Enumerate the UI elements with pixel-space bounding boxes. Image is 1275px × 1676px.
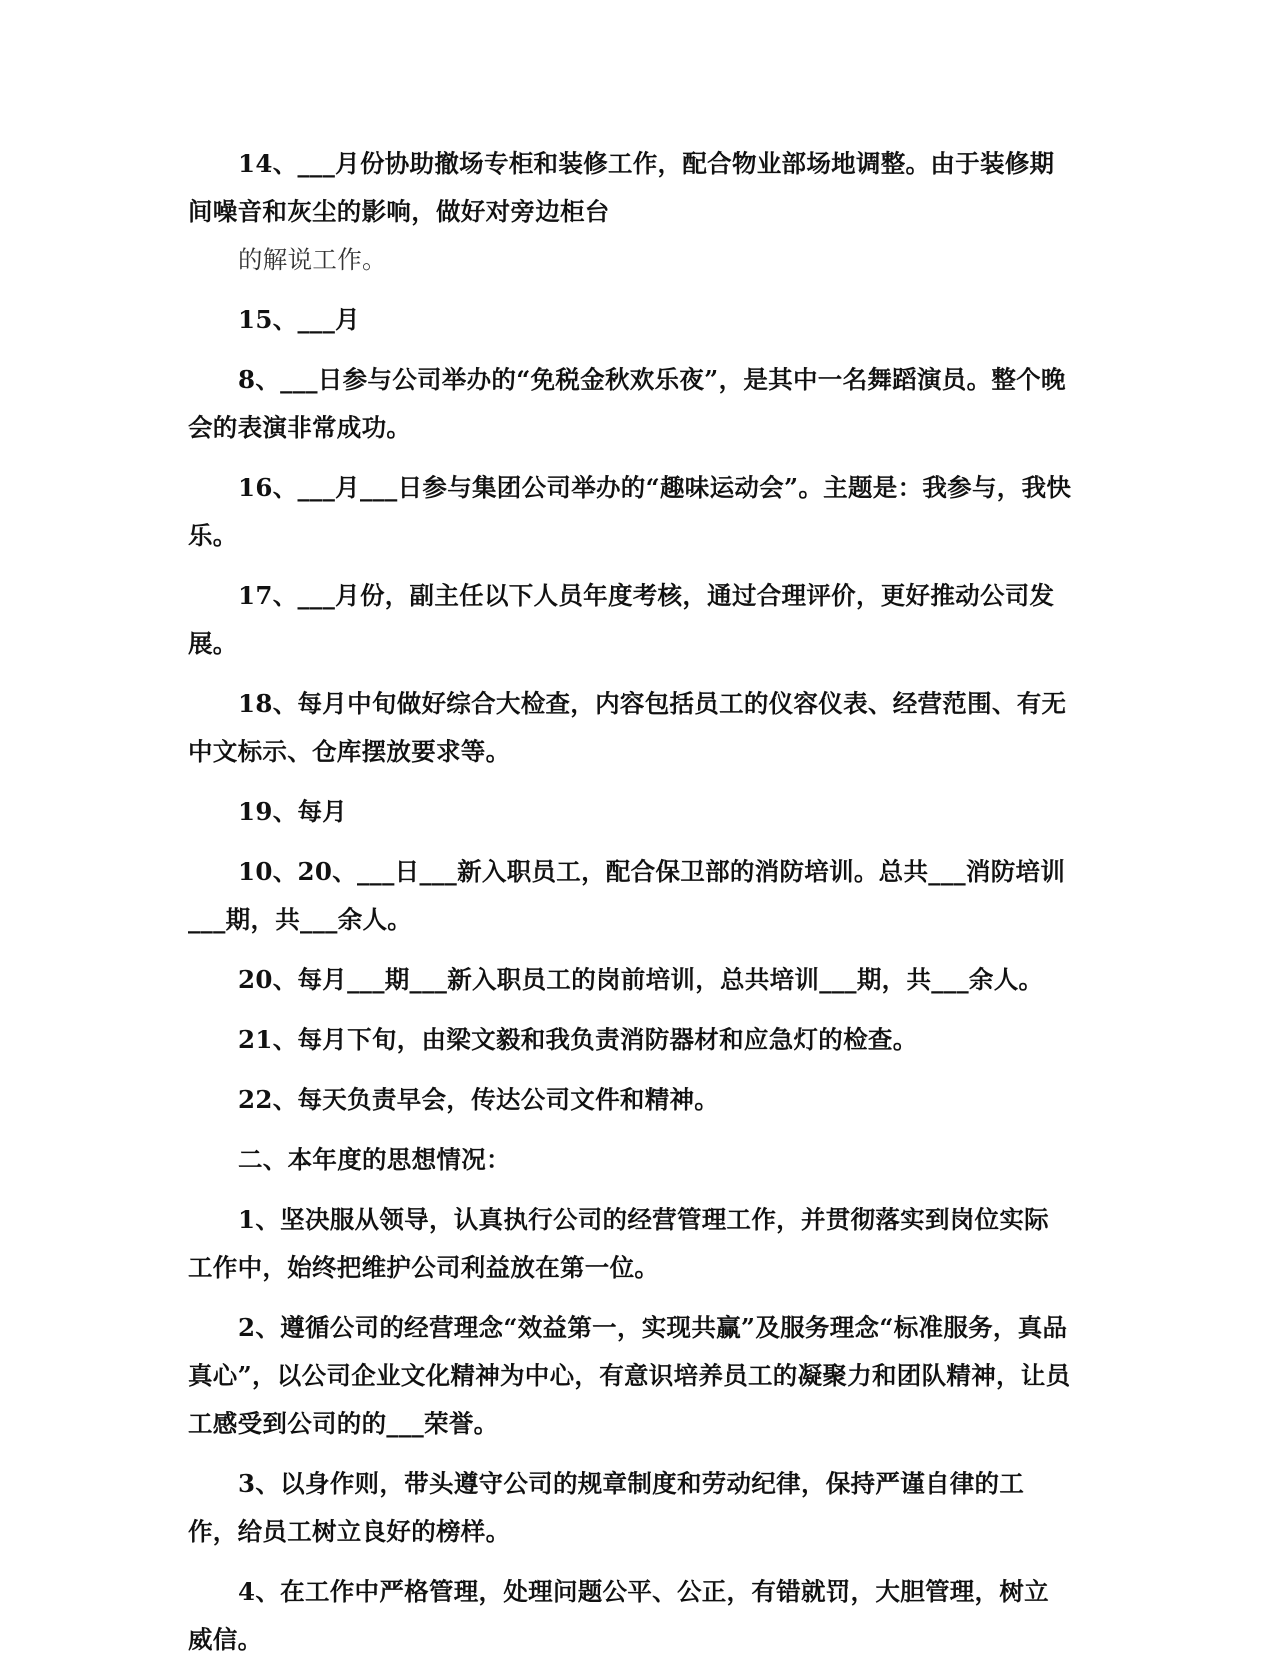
paragraph-item-21: 21、每月下旬，由梁文毅和我负责消防器材和应急灯的检查。 (238, 1025, 918, 1054)
document-body (188, 140, 1073, 1676)
paragraph-item-17: 17、___月份，副主任以下人员年度考核，通过合理评价，更好推动公司发展。 (188, 581, 1055, 658)
paragraph-continuation: 的解说工作。 (238, 245, 387, 274)
paragraph-item-18: 18、每月中旬做好综合大检查，内容包括员工的仪容仪表、经营范围、有无中文标示、仓库摆放要求等。 (188, 689, 1067, 766)
paragraph-item-22: 22、每天负责早会，传达公司文件和精神。 (238, 1085, 720, 1114)
paragraph-item-16: 16、___月___日参与集团公司举办的“趣味运动会”。主题是：我参与，我快乐。 (188, 473, 1072, 550)
section-heading: 二、本年度的思想情况： (238, 1145, 511, 1174)
paragraph-point-3: 3、以身作则，带头遵守公司的规章制度和劳动纪律，保持严谨自律的工作，给员工树立良好的榜样。 (188, 1469, 1025, 1546)
paragraph-item-14: 14、___月份协助撤场专柜和装修工作，配合物业部场地调整。由于装修期间噪音和灰尘的影响，做好对旁边柜台 (188, 149, 1055, 226)
paragraph-item-10: 10、20、___日___新入职员工，配合保卫部的消防培训。总共___消防培训___期，共___余人。 (188, 857, 1066, 934)
paragraph-item-8: 8、___日参与公司举办的“免税金秋欢乐夜”，是其中一名舞蹈演员。整个晚会的表演非常成功。 (188, 365, 1066, 442)
paragraph-item-15: 15、___月 (238, 305, 360, 334)
paragraph-point-2: 2、遵循公司的经营理念“效益第一，实现共赢”及服务理念“标准服务，真品真心”，以公司企业文化精神为中心，有意识培养员工的凝聚力和团队精神，让员工感受到公司的的___荣誉。 (188, 1313, 1071, 1438)
paragraph-point-1: 1、坚决服从领导，认真执行公司的经营管理工作，并贯彻落实到岗位实际工作中，始终把维护公司利益放在第一位。 (188, 1205, 1049, 1282)
paragraph-point-4: 4、在工作中严格管理，处理问题公平、公正，有错就罚，大胆管理，树立威信。 (188, 1577, 1049, 1654)
paragraph-item-20: 20、每月___期___新入职员工的岗前培训，总共培训___期，共___余人。 (238, 965, 1044, 994)
paragraph-item-19: 19、每月 (238, 797, 348, 826)
